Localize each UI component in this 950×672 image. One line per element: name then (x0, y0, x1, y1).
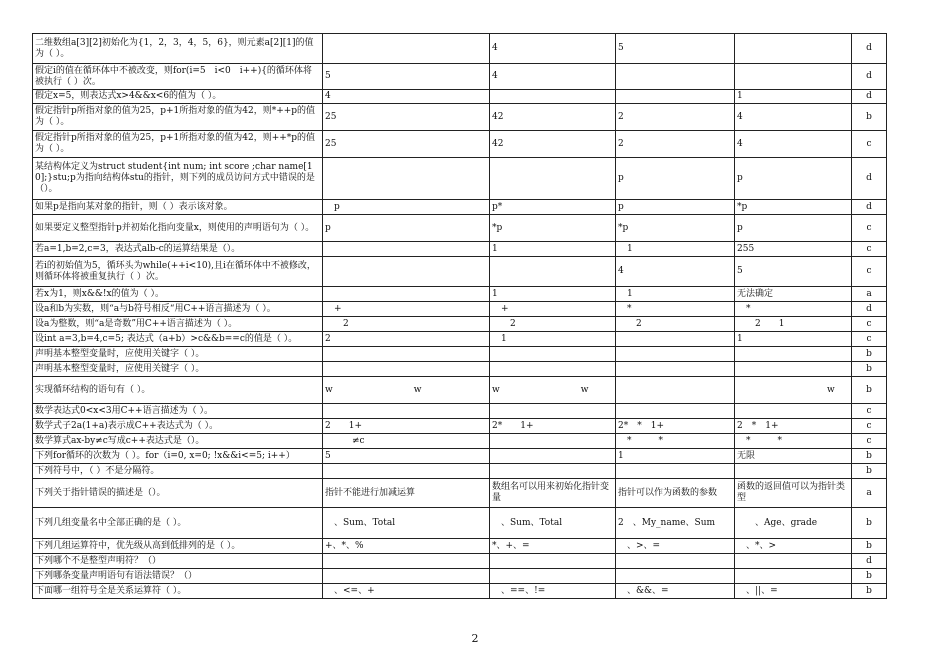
question-cell: 下列哪个不是整型声明符？（） (33, 554, 323, 569)
option-d-cell: 2 1 (735, 317, 852, 332)
question-cell: 下列for循环的次数为（ ）。for（i=0, x=0; !x&&i<=5; i++） (33, 449, 323, 464)
table-row (33, 34, 887, 64)
table-row (33, 90, 887, 104)
answer-cell: b (852, 569, 887, 584)
option-c-cell: 2 (616, 131, 735, 158)
table-row (33, 257, 887, 287)
question-cell: 若a=1,b=2,c=3，表达式alb-c的运算结果是（）。 (33, 242, 323, 257)
table-row (33, 131, 887, 158)
option-c-cell: 5 (616, 34, 735, 64)
table-row (33, 215, 887, 242)
question-cell: 数学式子2a(1+a)表示成C++表达式为（ ）。 (33, 419, 323, 434)
table-row (33, 362, 887, 377)
table-row (33, 554, 887, 569)
question-table (32, 33, 887, 599)
option-b-cell: p* (490, 200, 616, 215)
option-d-cell: 无法确定 (735, 287, 852, 302)
option-d-cell (735, 554, 852, 569)
option-d-cell: 、*、> (735, 539, 852, 554)
answer-cell: d (852, 200, 887, 215)
option-c-cell: 1 (616, 449, 735, 464)
table-row (33, 158, 887, 200)
table-row (33, 104, 887, 131)
option-a-cell (323, 404, 490, 419)
question-cell: 声明基本整型变量时，应使用关键字（ ）。 (33, 362, 323, 377)
option-b-cell: 1 (490, 242, 616, 257)
answer-cell: c (852, 332, 887, 347)
table-row (33, 404, 887, 419)
option-c-cell: 2 (616, 317, 735, 332)
option-a-cell (323, 569, 490, 584)
option-a-cell: 2 1+ (323, 419, 490, 434)
option-b-cell: 2* 1+ (490, 419, 616, 434)
question-cell: 设a和b为实数，则“a与b符号相反“用C++语言描述为（ ）。 (33, 302, 323, 317)
answer-cell: c (852, 404, 887, 419)
option-b-cell: 1 (490, 287, 616, 302)
option-a-cell: p (323, 200, 490, 215)
option-d-cell: * * (735, 434, 852, 449)
option-c-cell: 、&&、= (616, 584, 735, 599)
option-a-cell: 5 (323, 64, 490, 90)
option-a-cell: 2 (323, 332, 490, 347)
answer-cell: c (852, 242, 887, 257)
option-d-cell: 1 (735, 90, 852, 104)
answer-cell: b (852, 449, 887, 464)
option-c-cell: 指针可以作为函数的参数 (616, 479, 735, 508)
option-a-cell (323, 242, 490, 257)
question-cell: 下列关于指针错误的描述是（）。 (33, 479, 323, 508)
question-cell: 下列哪条变量声明语句有语法错误？（） (33, 569, 323, 584)
option-b-cell (490, 569, 616, 584)
option-b-cell: 1 (490, 332, 616, 347)
option-b-cell: 2 (490, 317, 616, 332)
option-c-cell (616, 64, 735, 90)
answer-cell: b (852, 362, 887, 377)
table-row (33, 332, 887, 347)
option-b-cell: 4 (490, 64, 616, 90)
option-b-cell (490, 347, 616, 362)
answer-cell: c (852, 215, 887, 242)
option-c-cell: 1 (616, 242, 735, 257)
option-d-cell (735, 34, 852, 64)
option-b-cell (490, 90, 616, 104)
option-c-cell (616, 569, 735, 584)
option-d-cell: 4 (735, 104, 852, 131)
answer-cell: d (852, 90, 887, 104)
option-c-cell: * (616, 302, 735, 317)
option-b-cell: w w (490, 377, 616, 404)
option-c-cell: p (616, 200, 735, 215)
table-row (33, 434, 887, 449)
table-row (33, 449, 887, 464)
question-cell: 设a为整数，则“a是奇数”用C++语言描述为（ ）。 (33, 317, 323, 332)
option-a-cell: 、Sum、Total (323, 508, 490, 539)
option-b-cell (490, 404, 616, 419)
option-c-cell (616, 464, 735, 479)
option-a-cell: 指针不能进行加减运算 (323, 479, 490, 508)
option-c-cell (616, 554, 735, 569)
option-d-cell (735, 347, 852, 362)
question-cell: 假定指针p所指对象的值为25，p+1所指对象的值为42，则*++p的值为（ ）。 (33, 104, 323, 131)
answer-cell: c (852, 434, 887, 449)
question-cell: 数学算式ax-by≠c写成c++表达式是（）。 (33, 434, 323, 449)
option-a-cell: 4 (323, 90, 490, 104)
table-row (33, 287, 887, 302)
option-a-cell: +、*、% (323, 539, 490, 554)
option-c-cell (616, 90, 735, 104)
answer-cell: d (852, 34, 887, 64)
option-d-cell: 2 * 1+ (735, 419, 852, 434)
option-c-cell (616, 404, 735, 419)
option-c-cell: 2* * 1+ (616, 419, 735, 434)
table-row (33, 302, 887, 317)
answer-cell: b (852, 464, 887, 479)
answer-cell: a (852, 479, 887, 508)
question-cell: 假定x=5，则表达式x>4&&x<6的值为（ ）。 (33, 90, 323, 104)
option-a-cell (323, 257, 490, 287)
option-a-cell: ≠c (323, 434, 490, 449)
question-cell: 数学表达式0<x<3用C++语言描述为（ ）。 (33, 404, 323, 419)
option-b-cell: + (490, 302, 616, 317)
option-a-cell: + (323, 302, 490, 317)
option-d-cell (735, 569, 852, 584)
option-d-cell: 函数的返回值可以为指针类型 (735, 479, 852, 508)
option-d-cell: *p (735, 200, 852, 215)
option-b-cell (490, 362, 616, 377)
option-a-cell: 25 (323, 104, 490, 131)
option-d-cell: 、||、= (735, 584, 852, 599)
option-a-cell (323, 158, 490, 200)
option-a-cell: 5 (323, 449, 490, 464)
option-b-cell: 、Sum、Total (490, 508, 616, 539)
option-c-cell: 4 (616, 257, 735, 287)
option-a-cell (323, 347, 490, 362)
question-cell: 下列符号中，（ ）不是分隔符。 (33, 464, 323, 479)
option-b-cell: 、==、!= (490, 584, 616, 599)
answer-cell: a (852, 287, 887, 302)
option-d-cell (735, 464, 852, 479)
option-a-cell: w w (323, 377, 490, 404)
option-c-cell (616, 362, 735, 377)
option-b-cell (490, 257, 616, 287)
table-row (33, 479, 887, 508)
question-cell: 如果要定义整型指针p并初始化指向变量x，则使用的声明语句为（ ）。 (33, 215, 323, 242)
option-d-cell (735, 362, 852, 377)
option-b-cell: 数组名可以用来初始化指针变量 (490, 479, 616, 508)
option-c-cell: 、>、= (616, 539, 735, 554)
option-c-cell (616, 347, 735, 362)
answer-cell: d (852, 302, 887, 317)
table-row (33, 584, 887, 599)
option-d-cell: 255 (735, 242, 852, 257)
answer-cell: d (852, 158, 887, 200)
question-cell: 假定i的值在循环体中不被改变，则for(i=5 i<0 i++){的循环体将被执行（ ）次。 (33, 64, 323, 90)
option-d-cell: 无限 (735, 449, 852, 464)
answer-cell: b (852, 539, 887, 554)
option-c-cell (616, 332, 735, 347)
option-a-cell (323, 287, 490, 302)
answer-cell: c (852, 257, 887, 287)
option-a-cell: 25 (323, 131, 490, 158)
option-b-cell: 42 (490, 131, 616, 158)
table-row (33, 419, 887, 434)
table-row (33, 508, 887, 539)
question-cell: 假定指针p所指对象的值为25，p+1所指对象的值为42，则++*p的值为（ ）。 (33, 131, 323, 158)
option-b-cell (490, 464, 616, 479)
table-row (33, 200, 887, 215)
answer-cell: c (852, 317, 887, 332)
option-b-cell (490, 158, 616, 200)
option-c-cell: p (616, 158, 735, 200)
option-d-cell: 4 (735, 131, 852, 158)
option-d-cell: 5 (735, 257, 852, 287)
answer-cell: b (852, 584, 887, 599)
table-row (33, 569, 887, 584)
answer-cell: b (852, 508, 887, 539)
option-c-cell: * * (616, 434, 735, 449)
option-b-cell: 4 (490, 34, 616, 64)
answer-cell: c (852, 131, 887, 158)
option-a-cell: p (323, 215, 490, 242)
answer-cell: b (852, 377, 887, 404)
option-d-cell: 1 (735, 332, 852, 347)
table-row (33, 242, 887, 257)
table-row (33, 64, 887, 90)
option-b-cell: *p (490, 215, 616, 242)
option-c-cell: *p (616, 215, 735, 242)
option-a-cell (323, 362, 490, 377)
question-cell: 声明基本整型变量时，应使用关键字（ ）。 (33, 347, 323, 362)
question-cell: 实现循环结构的语句有（ ）。 (33, 377, 323, 404)
option-d-cell (735, 64, 852, 90)
option-c-cell (616, 377, 735, 404)
table-row (33, 317, 887, 332)
option-d-cell: p (735, 158, 852, 200)
option-b-cell (490, 434, 616, 449)
page-number: 2 (471, 632, 479, 645)
answer-cell: d (852, 554, 887, 569)
option-a-cell (323, 554, 490, 569)
answer-cell: c (852, 419, 887, 434)
question-cell: 下面哪一组符号全是关系运算符（ ）。 (33, 584, 323, 599)
question-cell: 下列几组运算符中，优先级从高到低排列的是（ ）。 (33, 539, 323, 554)
option-c-cell: 2 、My_name、Sum (616, 508, 735, 539)
table-row (33, 464, 887, 479)
option-d-cell (735, 404, 852, 419)
answer-cell: d (852, 64, 887, 90)
question-cell: 下列几组变量名中全部正确的是（ ）。 (33, 508, 323, 539)
question-cell: 设int a=3,b=4,c=5; 表达式（a+b）>c&&b==c的值是（ ）。 (33, 332, 323, 347)
option-a-cell (323, 464, 490, 479)
option-c-cell: 2 (616, 104, 735, 131)
table-row (33, 347, 887, 362)
option-d-cell: p (735, 215, 852, 242)
table-row (33, 539, 887, 554)
table-row (33, 377, 887, 404)
question-cell: 若i的初始值为5，循环头为while(++i<10),且i在循环体中不被修改，则循环体将被重复执行（ ）次。 (33, 257, 323, 287)
option-b-cell (490, 449, 616, 464)
option-b-cell: *、+、= (490, 539, 616, 554)
option-b-cell: 42 (490, 104, 616, 131)
option-a-cell (323, 34, 490, 64)
option-d-cell: w (735, 377, 852, 404)
option-a-cell: 、<=、+ (323, 584, 490, 599)
option-b-cell (490, 554, 616, 569)
question-cell: 若x为1，则x&&!x的值为（ ）。 (33, 287, 323, 302)
option-d-cell: * (735, 302, 852, 317)
option-c-cell: 1 (616, 287, 735, 302)
answer-cell: b (852, 347, 887, 362)
question-cell: 如果p是指向某对象的指针，则（ ）表示该对象。 (33, 200, 323, 215)
question-cell: 某结构体定义为struct student{int num; int score ;char name[10];}stu;p为指向结构体stu的指针，则下列的成员访问方式中错误的是（）。 (33, 158, 323, 200)
question-cell: 二维数组a[3][2]初始化为{1，2，3，4，5，6}，则元素a[2][1]的值为（ ）。 (33, 34, 323, 64)
option-d-cell: 、Age、grade (735, 508, 852, 539)
option-a-cell: 2 (323, 317, 490, 332)
answer-cell: b (852, 104, 887, 131)
